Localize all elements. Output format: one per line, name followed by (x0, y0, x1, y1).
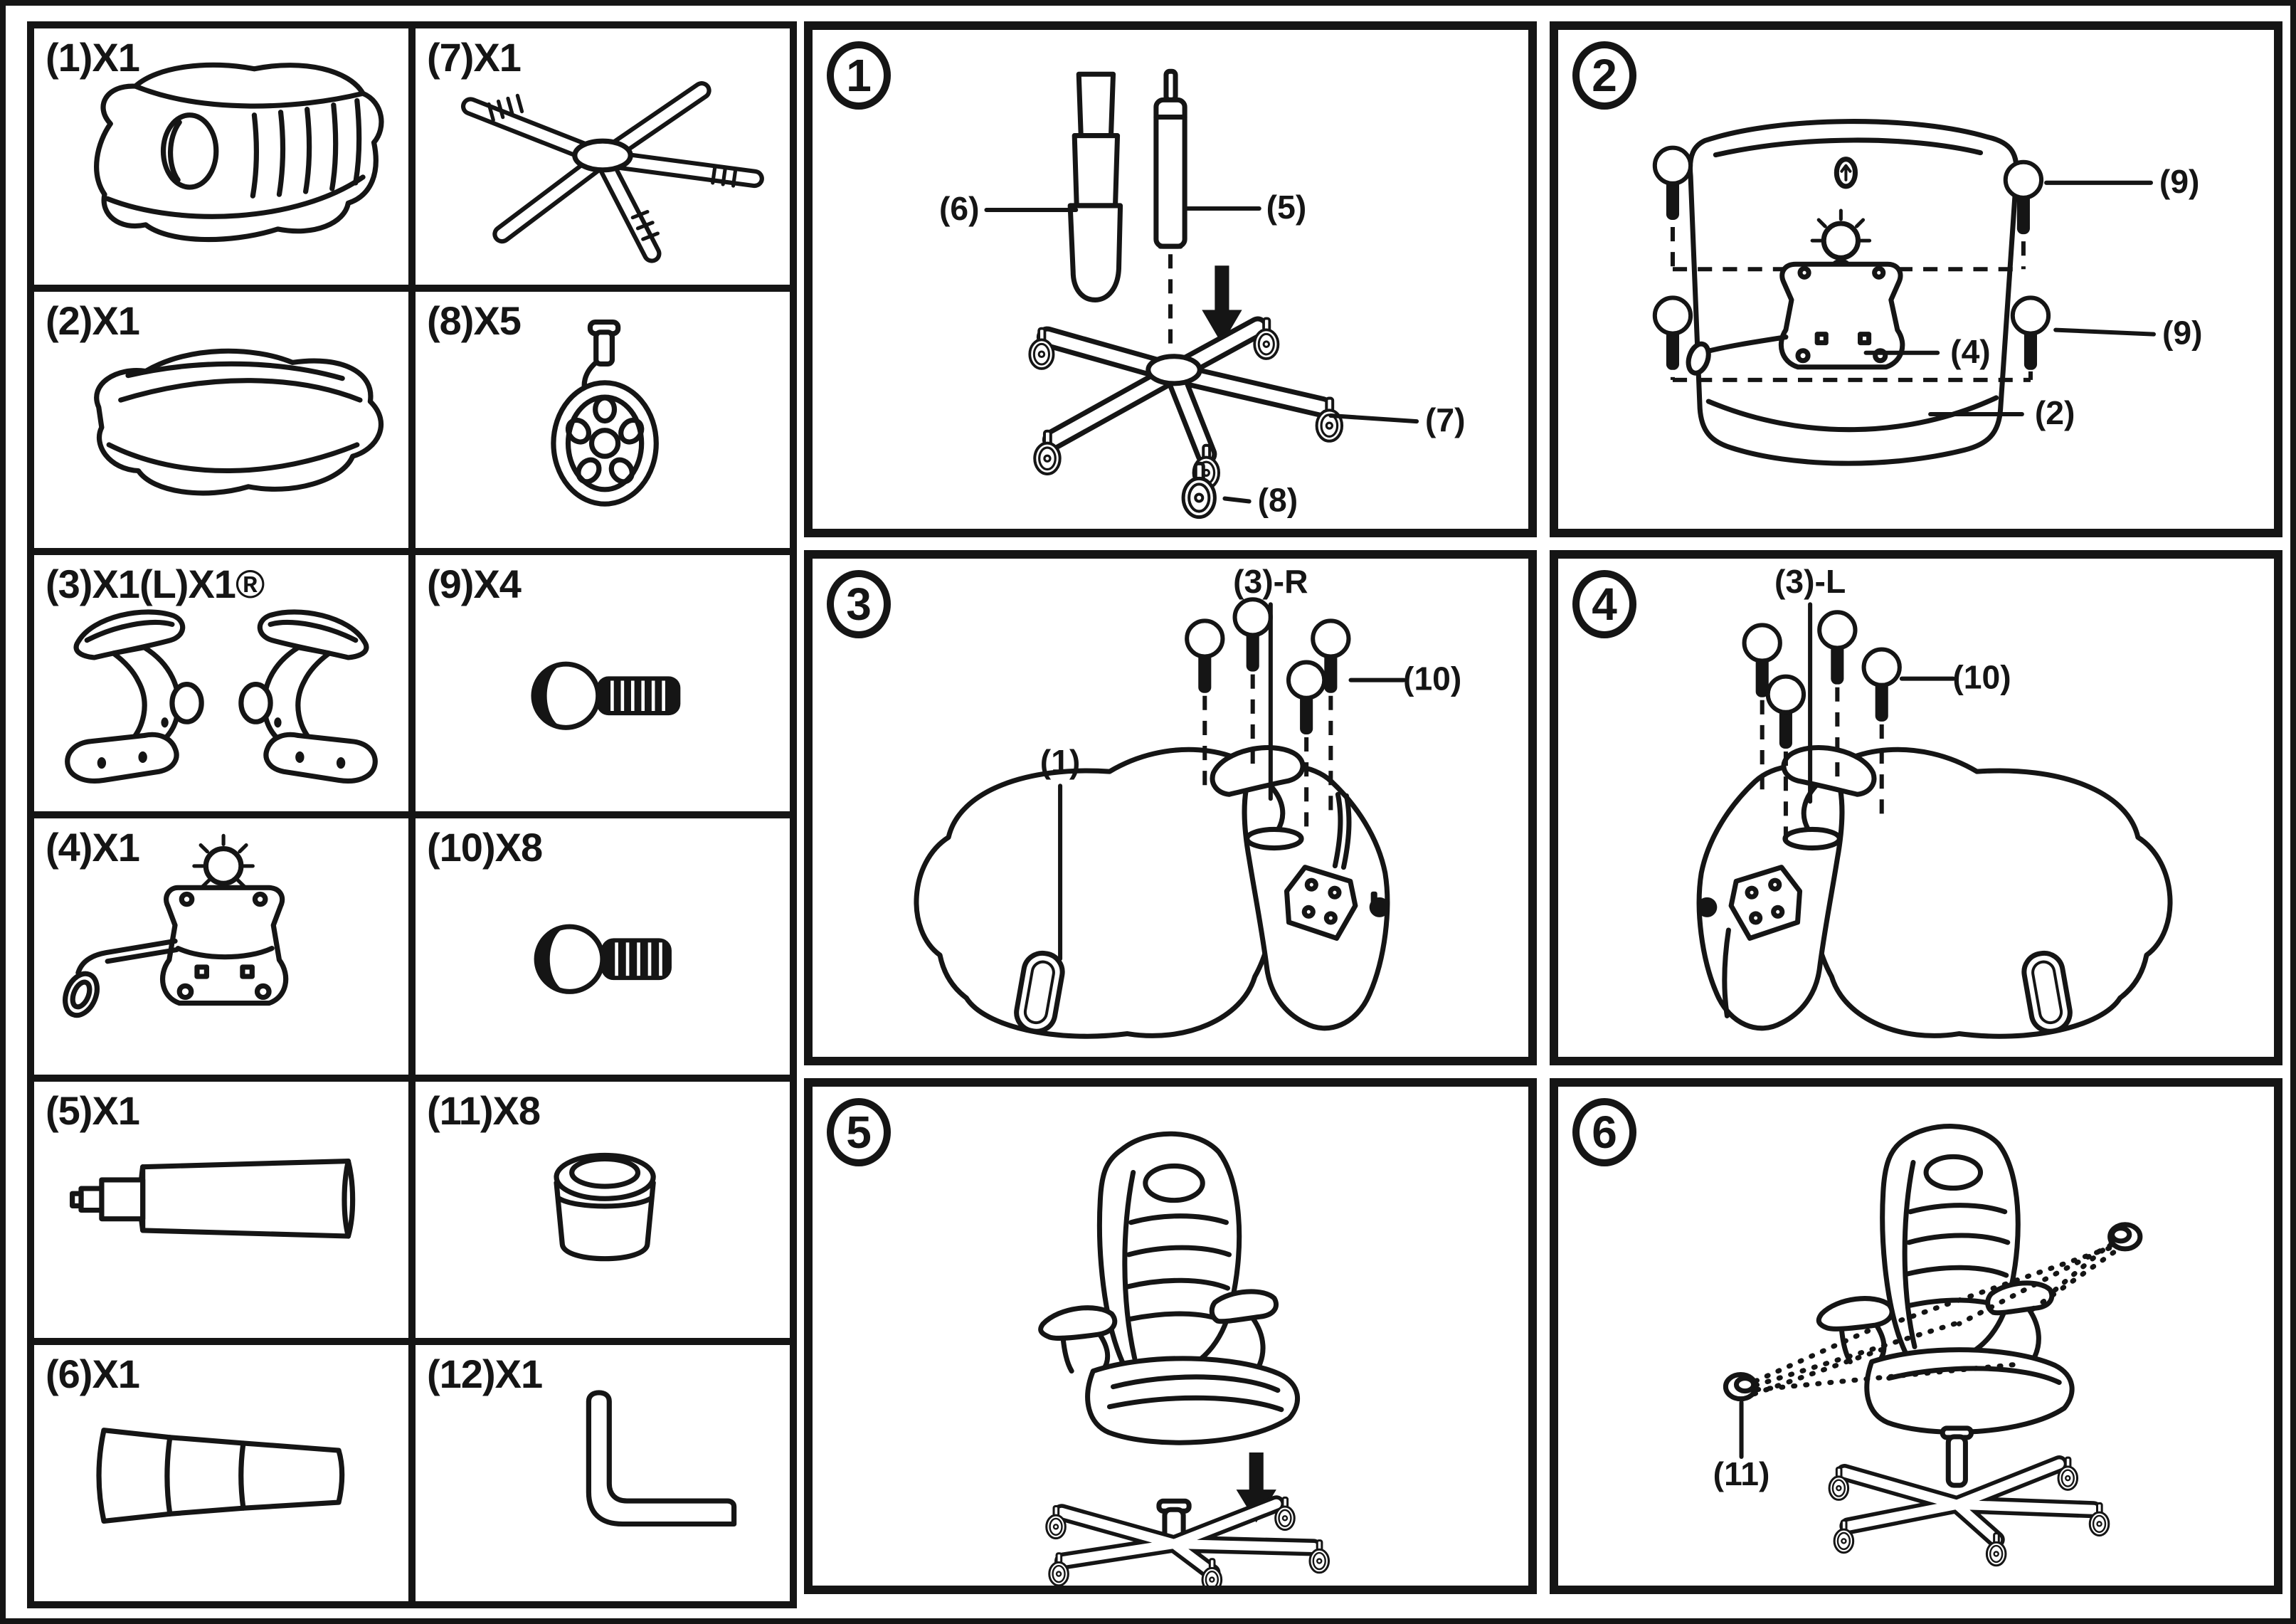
part-label: (8)X5 (427, 298, 521, 343)
callout-armrest-left: (3)-L (1774, 562, 1846, 600)
seat-side-art (1244, 765, 1390, 1028)
seat-side-art (1697, 765, 1842, 1028)
part-cell-12 (416, 1345, 790, 1601)
callout-backrest: (1) (1039, 742, 1081, 780)
callout-gas-lift: (5) (1266, 189, 1307, 226)
part-label: (3)X1(L)X1® (46, 561, 265, 606)
base-art (470, 90, 754, 253)
callout-base: (7) (1425, 401, 1466, 439)
part-label: (6)X1 (46, 1351, 139, 1396)
part-cell-9 (416, 555, 790, 811)
seat-art (97, 351, 381, 493)
armrest-left-art (68, 612, 201, 781)
part-label: (1)X1 (46, 35, 139, 80)
step-panel-6 (1550, 1078, 2282, 1594)
gas-lift-art (1156, 71, 1185, 246)
part-label: (2)X1 (46, 298, 139, 343)
part-cell-3 (34, 555, 408, 811)
callout-mechanism: (4) (1950, 332, 1991, 370)
cap-left-art (1725, 1375, 1755, 1399)
part-label: (7)X1 (427, 35, 521, 80)
step-panel-1 (804, 21, 1537, 537)
cover-art (99, 1430, 342, 1522)
allen-key-art (588, 1393, 734, 1524)
callout-seat: (2) (2034, 394, 2075, 432)
part-cell-1 (34, 28, 408, 285)
callout-caster: (8) (1257, 481, 1298, 519)
backrest-art (97, 65, 381, 239)
callout-cap: (11) (1713, 1455, 1770, 1493)
part-label: (10)X8 (427, 825, 543, 870)
callout-armrest-right: (3)-R (1233, 562, 1308, 600)
assembly-steps-grid (804, 21, 2282, 1594)
step-number-badge (827, 1098, 891, 1166)
callout-screw: (10) (1952, 658, 2011, 696)
callout-screw-lower: (9) (2162, 314, 2203, 352)
gas-lift-art (73, 1161, 353, 1236)
step-2-illustration (1558, 30, 2274, 529)
step-number-badge (1572, 1098, 1636, 1166)
screws (1187, 599, 1348, 734)
step-panel-2 (1550, 21, 2282, 537)
step-number: 6 (1592, 1107, 1617, 1159)
base-art (1030, 319, 1342, 489)
part-cell-4 (34, 818, 408, 1075)
step-number-badge (827, 570, 891, 638)
part-label: (9)X4 (427, 561, 521, 606)
parts-table (27, 21, 797, 1608)
screws (1744, 612, 1899, 749)
bolt-art (536, 927, 672, 991)
step-number: 1 (846, 50, 872, 101)
part-label: (5)X1 (46, 1088, 139, 1133)
caster-art (554, 322, 656, 505)
part-cell-6 (34, 1345, 408, 1601)
chair-upper-art (1041, 1134, 1298, 1443)
step-5-illustration (813, 1087, 1528, 1586)
armrest-right-art (241, 612, 375, 781)
cover-art (1070, 74, 1120, 300)
step-panel-3 (804, 550, 1537, 1066)
part-cell-8 (416, 292, 790, 548)
part-cell-5 (34, 1082, 408, 1338)
step-4-illustration (1558, 559, 2274, 1058)
part-cell-7 (416, 28, 790, 285)
part-cell-11 (416, 1082, 790, 1338)
step-number: 2 (1592, 50, 1617, 101)
step-number: 5 (846, 1107, 872, 1159)
callout-screw-upper: (9) (2159, 162, 2200, 200)
cap-art (556, 1155, 653, 1258)
step-number: 3 (846, 578, 872, 630)
part-label: (11)X8 (427, 1088, 540, 1133)
step-number: 4 (1592, 578, 1617, 630)
mirrored-assembly-art (1697, 747, 2170, 1036)
step-3-illustration (813, 559, 1528, 1058)
step-number-badge (1572, 570, 1636, 638)
step-number-badge (1572, 41, 1636, 110)
chair-art (1819, 1127, 2109, 1566)
part-label: (4)X1 (46, 825, 139, 870)
step-6-illustration (1558, 1087, 2274, 1586)
bolt-art (534, 664, 680, 727)
step-1-illustration (813, 30, 1528, 529)
part-cell-10 (416, 818, 790, 1075)
part-cell-2 (34, 292, 408, 548)
step-panel-5 (804, 1078, 1537, 1594)
step-number-badge (827, 41, 891, 110)
callout-cover: (6) (938, 190, 980, 228)
cap-right-art (2110, 1225, 2140, 1249)
step-panel-4 (1550, 550, 2282, 1066)
part-label: (12)X1 (427, 1351, 543, 1396)
base-art (1047, 1498, 1329, 1586)
callout-screw: (10) (1403, 660, 1462, 697)
